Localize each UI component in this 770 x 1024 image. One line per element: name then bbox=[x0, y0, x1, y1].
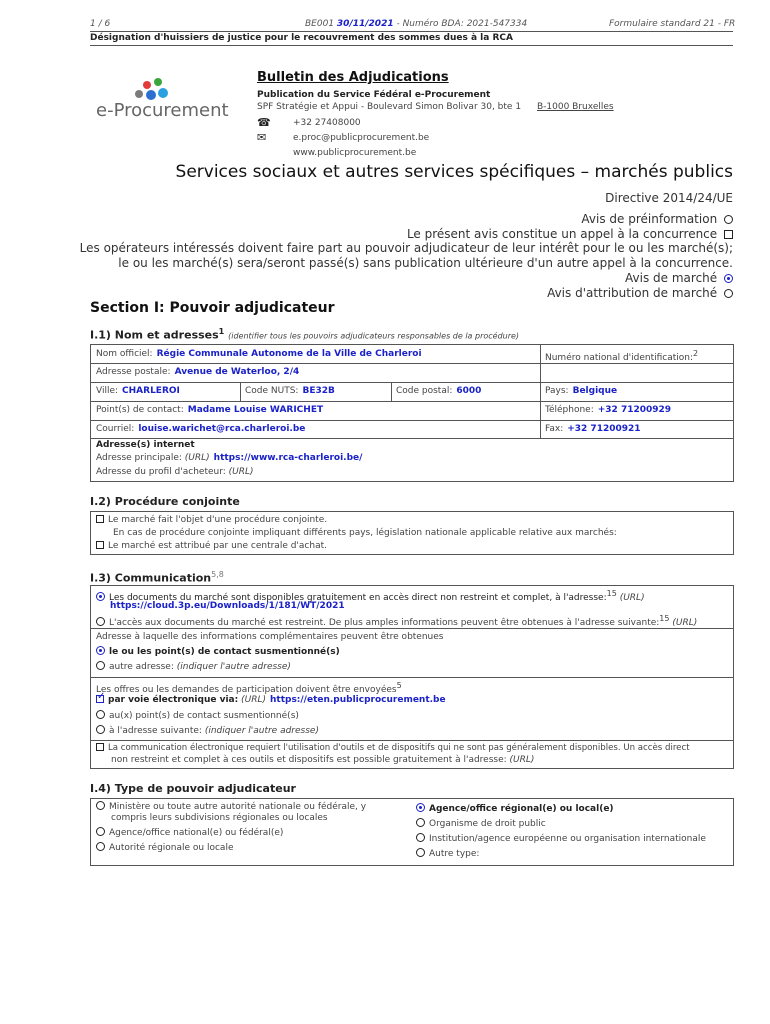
i3-offres-title: Les offres ou les demandes de participation doivent être envoyées bbox=[96, 685, 397, 695]
i3-info-opt1-label: le ou les point(s) de contact susmentionné(s) bbox=[109, 647, 340, 657]
i3-offres-title-row bbox=[96, 681, 402, 695]
ville-cell bbox=[96, 386, 180, 396]
i3-offres-opt3-row bbox=[96, 725, 319, 736]
principale-label: Adresse principale: bbox=[96, 453, 182, 463]
i3-offres-opt1-url[interactable]: https://eten.publicprocurement.be bbox=[269, 695, 446, 705]
i3-restreint-radio[interactable] bbox=[96, 617, 105, 626]
i4-left-opt3-row bbox=[96, 842, 233, 853]
fax-cell bbox=[545, 424, 641, 434]
reference-line bbox=[305, 19, 527, 29]
contact-value: Madame Louise WARICHET bbox=[187, 405, 324, 415]
adresse-label: Adresse postale: bbox=[96, 367, 171, 377]
i3-info-opt1-row bbox=[96, 646, 340, 657]
i4-agence-nationale-label: Agence/office national(e) ou fédéral(e) bbox=[109, 828, 284, 838]
avis-preinfo-label: Avis de préinformation bbox=[581, 212, 718, 226]
adresse-value: Avenue de Waterloo, 2/4 bbox=[174, 367, 300, 377]
i2-row-3 bbox=[96, 541, 327, 551]
i3-docs-radio[interactable] bbox=[96, 592, 105, 601]
i4-organisme-label: Organisme de droit public bbox=[429, 819, 546, 829]
fax-value: +32 71200921 bbox=[567, 424, 641, 434]
eprocurement-logo bbox=[95, 78, 229, 128]
i2-line-3: Le marché est attribué par une centrale d'achat. bbox=[108, 541, 327, 551]
i2-row-1 bbox=[96, 515, 327, 525]
i3-restreint-tag: (URL) bbox=[672, 618, 698, 628]
i3-offres-opt2-row bbox=[96, 710, 299, 721]
nom-officiel-cell bbox=[96, 349, 422, 359]
section-1-title: Section I: Pouvoir adjudicateur bbox=[90, 300, 335, 316]
mail-icon: ✉ bbox=[257, 131, 267, 144]
i3-docs-label: Les documents du marché sont disponibles gratuitement en accès direct non restreint et complet, à l'adresse: bbox=[109, 593, 607, 603]
i3-info-opt1-radio[interactable] bbox=[96, 646, 105, 655]
natid-cell bbox=[545, 349, 698, 363]
i2-centrale-checkbox[interactable] bbox=[96, 541, 104, 549]
nuts-value: BE32B bbox=[302, 386, 335, 396]
ville-label: Ville: bbox=[96, 386, 119, 396]
courriel-label: Courriel: bbox=[96, 424, 135, 434]
i2-line-1: Le marché fait l'objet d'une procédure conjointe. bbox=[108, 515, 328, 525]
avis-marche-radio[interactable] bbox=[724, 274, 733, 283]
i4-right-opt2-row bbox=[416, 818, 546, 829]
i4-left-opt1-row bbox=[96, 801, 366, 812]
contact-cell bbox=[96, 405, 323, 415]
designation: Désignation d'huissiers de justice pour le recouvrement des sommes dues à la RCA bbox=[90, 33, 513, 43]
i1-title-row bbox=[90, 327, 519, 342]
cp-label: Code postal: bbox=[396, 386, 453, 396]
i4-autre-radio[interactable] bbox=[416, 848, 425, 857]
profil-label: Adresse du profil d'acheteur: bbox=[96, 467, 226, 477]
principale-cell bbox=[96, 453, 362, 463]
bulletin-phone: +32 27408000 bbox=[293, 118, 361, 128]
i3-outils-tag: (URL) bbox=[509, 755, 535, 765]
i4-institution-label: Institution/agence européenne ou organisation internationale bbox=[429, 834, 706, 844]
appel-checkbox[interactable] bbox=[724, 230, 733, 239]
bulletin-web[interactable]: www.publicprocurement.be bbox=[293, 148, 417, 158]
cp-value: 6000 bbox=[456, 386, 482, 396]
i4-right-opt4-row bbox=[416, 848, 479, 859]
bulletin-publication: Publication du Service Fédéral e-Procurement bbox=[257, 90, 491, 100]
principale-url-tag: (URL) bbox=[184, 453, 210, 463]
adresse-cell bbox=[96, 367, 299, 377]
nuts-label: Code NUTS: bbox=[245, 386, 299, 396]
directive: Directive 2014/24/UE bbox=[605, 191, 733, 205]
appel-label: Le présent avis constitue un appel à la concurrence bbox=[406, 227, 718, 241]
i3-sup: 5,8 bbox=[211, 570, 224, 579]
i3-restreint-label: L'accès aux documents du marché est restreint. De plus amples informations peuvent être obtenues à l'adresse suivante: bbox=[109, 618, 660, 628]
i3-restreint-row bbox=[96, 614, 697, 628]
i4-title: I.4) Type de pouvoir adjudicateur bbox=[90, 782, 296, 795]
i2-title: I.2) Procédure conjointe bbox=[90, 495, 240, 508]
i3-offres-opt2-label: au(x) point(s) de contact susmentionné(s) bbox=[109, 711, 299, 721]
avis-marche-row bbox=[625, 271, 733, 285]
avis-preinfo-row bbox=[581, 212, 733, 226]
avis-preinfo-radio[interactable] bbox=[724, 215, 733, 224]
i3-info-opt2-label: autre adresse: bbox=[109, 662, 174, 672]
i3-outils-row-2 bbox=[111, 755, 534, 765]
nom-officiel-value: Régie Communale Autonome de la Ville de Charleroi bbox=[156, 349, 422, 359]
pays-cell bbox=[545, 386, 617, 396]
header-rule bbox=[90, 31, 733, 32]
appel-row bbox=[407, 227, 733, 241]
principale-value[interactable]: https://www.rca-charleroi.be/ bbox=[213, 453, 363, 463]
notice-ref: BE001 bbox=[305, 19, 335, 29]
i3-outils-row bbox=[96, 743, 690, 753]
courriel-cell bbox=[96, 424, 305, 434]
i4-agence-regionale-label: Agence/office régional(e) ou local(e) bbox=[429, 804, 614, 814]
i3-docs-tag: (URL) bbox=[619, 593, 645, 603]
i4-agence-nationale-radio[interactable] bbox=[96, 827, 105, 836]
interet-line-1: Les opérateurs intéressés doivent faire part au pouvoir adjudicateur de leur intérêt pour le ou les marché(s); bbox=[79, 241, 733, 255]
i4-autorite-regionale-radio[interactable] bbox=[96, 842, 105, 851]
i3-info-opt2-note: (indiquer l'autre adresse) bbox=[176, 662, 291, 672]
i3-docs-url[interactable]: https://cloud.3p.eu/Downloads/1/181/WT/2021 bbox=[110, 601, 345, 611]
bulletin-title: Bulletin des Adjudications bbox=[257, 70, 449, 85]
i3-offres-opt1-row bbox=[96, 695, 446, 705]
i3-title: I.3) Communication bbox=[90, 571, 212, 585]
i1-sup: 1 bbox=[218, 327, 225, 336]
nom-officiel-label: Nom officiel: bbox=[96, 349, 153, 359]
natid-sup: 2 bbox=[693, 349, 699, 358]
tel-label: Téléphone: bbox=[545, 405, 594, 415]
fax-label: Fax: bbox=[545, 424, 564, 434]
header-rule-2 bbox=[90, 45, 733, 46]
i2-line-2: En cas de procédure conjointe impliquant différents pays, législation nationale applicable relative aux marchés: bbox=[113, 528, 617, 538]
tel-cell bbox=[545, 405, 671, 415]
bulletin-city: B-1000 Bruxelles bbox=[537, 102, 614, 112]
i3-offres-opt1-tag: (URL) bbox=[241, 695, 266, 705]
i1-note: (identifier tous les pouvoirs adjudicateurs responsables de la procédure) bbox=[228, 331, 520, 341]
nuts-cell bbox=[245, 386, 335, 396]
i3-offres-opt3-radio[interactable] bbox=[96, 725, 105, 734]
i3-restreint-sup: 15 bbox=[659, 614, 670, 623]
avis-attribution-label: Avis d'attribution de marché bbox=[547, 286, 718, 300]
phone-icon: ☎ bbox=[257, 116, 271, 129]
profil-cell bbox=[96, 467, 254, 477]
i4-ministere-radio[interactable] bbox=[96, 801, 105, 810]
contact-label: Point(s) de contact: bbox=[96, 405, 184, 415]
i3-info-opt2-radio[interactable] bbox=[96, 661, 105, 670]
i3-docs-sup: 15 bbox=[606, 589, 617, 598]
natid-label: Numéro national d'identification: bbox=[545, 353, 694, 363]
ville-value: CHARLEROI bbox=[122, 386, 180, 396]
i3-offres-opt3-note: (indiquer l'autre adresse) bbox=[204, 726, 319, 736]
i3-info-opt2-row bbox=[96, 661, 291, 672]
bulletin-address: SPF Stratégie et Appui - Boulevard Simon Bolivar 30, bte 1 bbox=[257, 102, 522, 112]
interet-line-2: le ou les marché(s) sera/seront passé(s) sans publication ultérieure d'un autre appel à la concurrence. bbox=[118, 256, 733, 270]
avis-attribution-radio[interactable] bbox=[724, 289, 733, 298]
bulletin-email[interactable]: e.proc@publicprocurement.be bbox=[293, 133, 430, 143]
internet-title: Adresse(s) internet bbox=[96, 440, 195, 450]
i2-conjointe-checkbox[interactable] bbox=[96, 515, 104, 523]
i4-autorite-regionale-label: Autorité régionale ou locale bbox=[109, 843, 234, 853]
logo-text: e-Procurement bbox=[96, 100, 229, 121]
notice-date: 30/11/2021 bbox=[336, 19, 394, 29]
i3-offres-opt1-checkbox[interactable] bbox=[96, 695, 104, 703]
page-title: Services sociaux et autres services spécifiques – marchés publics bbox=[175, 162, 733, 182]
page-number: 1 / 6 bbox=[90, 19, 111, 29]
i4-right-opt1-row bbox=[416, 803, 614, 814]
tel-value: +32 71200929 bbox=[597, 405, 672, 415]
i3-outils-checkbox[interactable] bbox=[96, 743, 104, 751]
i3-info-title: Adresse à laquelle des informations complémentaires peuvent être obtenues bbox=[96, 632, 444, 642]
i4-right-opt3-row bbox=[416, 833, 706, 844]
bda-number: - Numéro BDA: 2021-547334 bbox=[396, 19, 528, 29]
avis-marche-label: Avis de marché bbox=[625, 271, 718, 285]
avis-attribution-row bbox=[547, 286, 733, 300]
i4-autre-label: Autre type: bbox=[429, 849, 480, 859]
cp-cell bbox=[396, 386, 481, 396]
i4-agence-regionale-radio[interactable] bbox=[416, 803, 425, 812]
i3-title-row bbox=[90, 570, 224, 585]
i3-outils-line-2: non restreint et complet à ces outils et dispositifs est possible gratuitement à l'adresse: bbox=[111, 755, 507, 765]
i3-outils-line-1: La communication électronique requiert l'utilisation d'outils et de dispositifs qui ne sont pas généralement disponibles. Un accès direct bbox=[108, 743, 690, 753]
pays-value: Belgique bbox=[572, 386, 618, 396]
pays-label: Pays: bbox=[545, 386, 569, 396]
courriel-value[interactable]: louise.warichet@rca.charleroi.be bbox=[138, 424, 306, 434]
form-name: Formulaire standard 21 - FR bbox=[609, 19, 736, 29]
i4-organisme-radio[interactable] bbox=[416, 818, 425, 827]
i4-left-opt2-row bbox=[96, 827, 283, 838]
i3-offres-opt2-radio[interactable] bbox=[96, 710, 105, 719]
profil-url-tag: (URL) bbox=[228, 467, 254, 477]
i3-offres-opt1-label: par voie électronique via: bbox=[108, 695, 239, 705]
i4-ministere-label: Ministère ou toute autre autorité nationale ou fédérale, y bbox=[109, 802, 367, 812]
i4-ministere-label-2: compris leurs subdivisions régionales ou locales bbox=[111, 813, 328, 823]
i3-offres-sup: 5 bbox=[396, 681, 402, 690]
i1-title: I.1) Nom et adresses bbox=[90, 328, 219, 342]
i3-offres-opt3-label: à l'adresse suivante: bbox=[109, 726, 202, 736]
i4-institution-radio[interactable] bbox=[416, 833, 425, 842]
